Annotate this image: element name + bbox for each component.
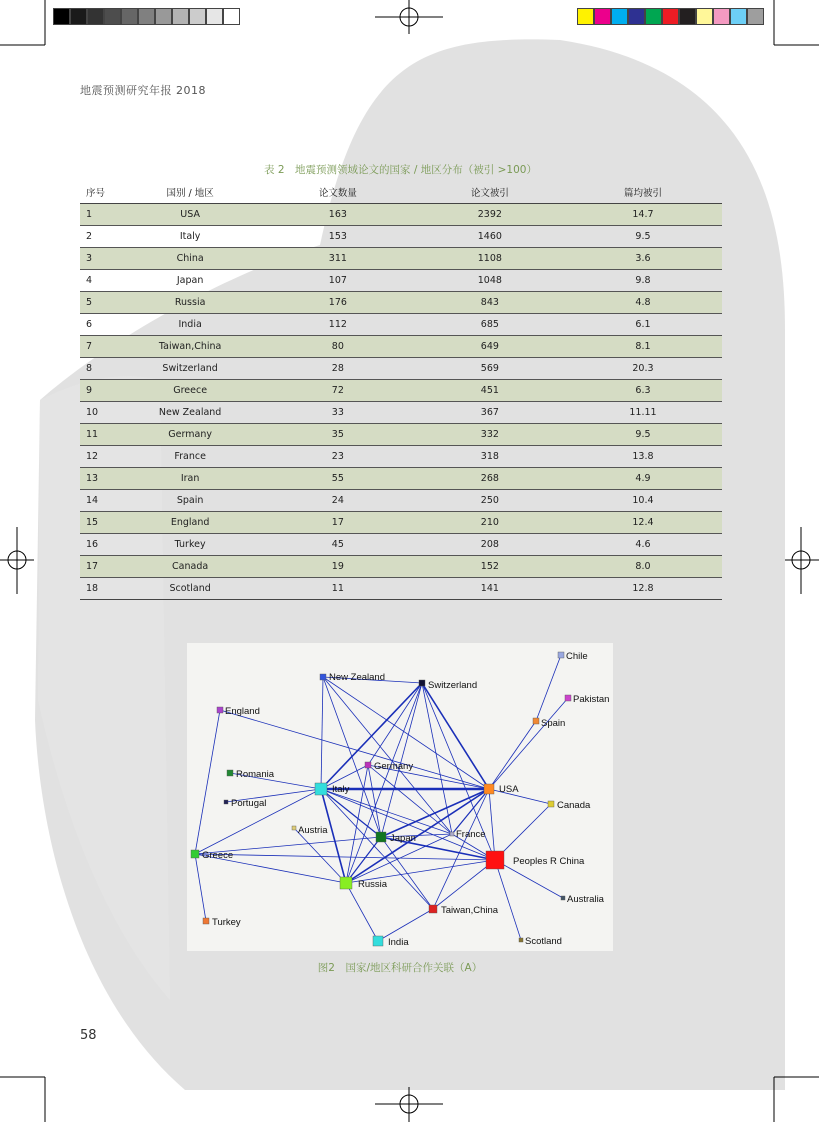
network-edge <box>422 683 489 789</box>
gray-swatch <box>121 8 138 25</box>
cell-average: 9.5 <box>564 424 722 446</box>
cell-papers: 153 <box>260 226 416 248</box>
network-edge <box>321 677 323 789</box>
cell-average: 6.1 <box>564 314 722 336</box>
cell-average: 4.9 <box>564 468 722 490</box>
cell-country: Iran <box>120 468 260 490</box>
cell-papers: 11 <box>260 578 416 600</box>
cell-index: 6 <box>80 314 120 336</box>
gray-swatch <box>87 8 104 25</box>
network-edge <box>346 837 381 883</box>
cell-country: England <box>120 512 260 534</box>
network-node-china <box>486 851 504 869</box>
network-edge <box>433 860 495 909</box>
header-papers: 论文数量 <box>260 180 416 204</box>
page-number: 58 <box>80 1028 97 1043</box>
gray-swatch <box>223 8 240 25</box>
cell-citations: 318 <box>416 446 564 468</box>
cell-average: 8.1 <box>564 336 722 358</box>
cell-citations: 141 <box>416 578 564 600</box>
cell-index: 1 <box>80 204 120 226</box>
table-row <box>80 248 722 270</box>
cell-citations: 685 <box>416 314 564 336</box>
cell-index: 15 <box>80 512 120 534</box>
cell-citations: 843 <box>416 292 564 314</box>
network-edge <box>489 721 536 789</box>
table-row <box>80 556 722 578</box>
color-swatch <box>645 8 662 25</box>
table-row <box>80 204 722 226</box>
table-row <box>80 578 722 600</box>
cell-average: 3.6 <box>564 248 722 270</box>
cell-citations: 1460 <box>416 226 564 248</box>
network-node-australia <box>561 896 565 900</box>
header-country: 国别 / 地区 <box>120 180 260 204</box>
color-swatch <box>611 8 628 25</box>
cell-citations: 332 <box>416 424 564 446</box>
cell-citations: 2392 <box>416 204 564 226</box>
network-node-nz <box>320 674 326 680</box>
cell-country: India <box>120 314 260 336</box>
color-swatch <box>662 8 679 25</box>
cell-index: 7 <box>80 336 120 358</box>
cell-index: 9 <box>80 380 120 402</box>
color-swatch <box>730 8 747 25</box>
cell-average: 12.8 <box>564 578 722 600</box>
network-edge <box>489 698 568 789</box>
network-node-label: Pakistan <box>573 694 610 705</box>
network-node-label: Austria <box>298 825 328 836</box>
cell-index: 16 <box>80 534 120 556</box>
network-node-label: Italy <box>332 784 350 795</box>
table-row <box>80 446 722 468</box>
gray-swatch <box>53 8 70 25</box>
table-row <box>80 314 722 336</box>
cell-index: 13 <box>80 468 120 490</box>
cell-papers: 80 <box>260 336 416 358</box>
gray-swatch <box>172 8 189 25</box>
table-row <box>80 534 722 556</box>
cell-papers: 28 <box>260 358 416 380</box>
network-node-label: Japan <box>390 833 416 844</box>
process-color-bar <box>577 8 764 26</box>
cell-index: 2 <box>80 226 120 248</box>
header-average: 篇均被引 <box>564 180 722 204</box>
cell-country: Canada <box>120 556 260 578</box>
cell-index: 11 <box>80 424 120 446</box>
cell-papers: 24 <box>260 490 416 512</box>
cell-average: 9.5 <box>564 226 722 248</box>
cell-average: 4.8 <box>564 292 722 314</box>
network-node-india <box>373 936 383 946</box>
cell-average: 10.4 <box>564 490 722 512</box>
table-row <box>80 380 722 402</box>
cell-country: Greece <box>120 380 260 402</box>
cell-country: Spain <box>120 490 260 512</box>
collaboration-network-figure <box>187 643 613 951</box>
cell-index: 12 <box>80 446 120 468</box>
cell-citations: 569 <box>416 358 564 380</box>
header-index: 序号 <box>80 180 120 204</box>
color-swatch <box>747 8 764 25</box>
cell-country: Germany <box>120 424 260 446</box>
cell-papers: 17 <box>260 512 416 534</box>
cell-papers: 72 <box>260 380 416 402</box>
network-node-label: Chile <box>566 651 588 662</box>
network-edge <box>195 710 220 854</box>
network-edge <box>381 837 433 909</box>
cell-country: New Zealand <box>120 402 260 424</box>
cell-papers: 23 <box>260 446 416 468</box>
cell-country: Taiwan,China <box>120 336 260 358</box>
table-row <box>80 402 722 424</box>
network-node-label: Taiwan,China <box>441 905 499 916</box>
cell-citations: 649 <box>416 336 564 358</box>
network-node-label: New Zealand <box>329 672 385 683</box>
figure-caption: 图2 国家/地区科研合作关联（A） <box>317 962 483 974</box>
color-swatch <box>679 8 696 25</box>
gray-swatch <box>206 8 223 25</box>
network-node-label: Greece <box>202 850 234 861</box>
network-node-label: Peoples R China <box>513 856 585 867</box>
table-row <box>80 358 722 380</box>
network-node-label: Spain <box>541 718 566 729</box>
table-header-row <box>80 180 722 204</box>
network-node-france <box>450 832 454 836</box>
cell-index: 18 <box>80 578 120 600</box>
cell-country: China <box>120 248 260 270</box>
cell-papers: 35 <box>260 424 416 446</box>
network-node-russia <box>340 877 352 889</box>
network-node-scotland <box>519 938 523 942</box>
network-edge <box>321 789 346 883</box>
gray-swatch <box>70 8 87 25</box>
network-node-switzerland <box>419 680 425 686</box>
network-node-pakistan <box>565 695 571 701</box>
color-swatch <box>628 8 645 25</box>
table-row <box>80 468 722 490</box>
network-node-label: England <box>225 706 260 717</box>
cell-papers: 107 <box>260 270 416 292</box>
gray-color-bar <box>53 8 240 26</box>
network-edge <box>321 789 495 860</box>
table-caption: 表 2 地震预测领域论文的国家 / 地区分布（被引 >100） <box>264 164 537 176</box>
cell-country: Scotland <box>120 578 260 600</box>
network-edge <box>321 789 452 834</box>
cell-index: 3 <box>80 248 120 270</box>
network-node-label: Australia <box>567 894 604 905</box>
table-row <box>80 490 722 512</box>
gray-swatch <box>104 8 121 25</box>
network-edge <box>452 789 489 834</box>
network-edge <box>381 683 422 837</box>
network-graph <box>187 643 613 951</box>
color-swatch <box>577 8 594 25</box>
header-citations: 论文被引 <box>416 180 564 204</box>
cell-index: 14 <box>80 490 120 512</box>
network-edge <box>368 683 422 765</box>
color-swatch <box>713 8 730 25</box>
cell-average: 13.8 <box>564 446 722 468</box>
table-row <box>80 226 722 248</box>
color-swatch <box>696 8 713 25</box>
network-node-label: Canada <box>557 800 591 811</box>
cell-papers: 45 <box>260 534 416 556</box>
cell-average: 9.8 <box>564 270 722 292</box>
table-row <box>80 512 722 534</box>
network-edge <box>321 789 433 909</box>
network-node-england <box>217 707 223 713</box>
network-edge <box>195 854 206 921</box>
network-node-chile <box>558 652 564 658</box>
network-node-germany <box>365 762 371 768</box>
cell-country: Turkey <box>120 534 260 556</box>
cell-citations: 250 <box>416 490 564 512</box>
country-citation-table <box>80 180 722 600</box>
network-node-japan <box>376 832 386 842</box>
network-node-romania <box>227 770 233 776</box>
network-node-italy <box>315 783 327 795</box>
cell-average: 12.4 <box>564 512 722 534</box>
network-node-label: Portugal <box>231 798 267 809</box>
cell-index: 10 <box>80 402 120 424</box>
color-swatch <box>594 8 611 25</box>
cell-average: 4.6 <box>564 534 722 556</box>
cell-citations: 208 <box>416 534 564 556</box>
cell-average: 20.3 <box>564 358 722 380</box>
network-node-label: Scotland <box>525 936 562 947</box>
cell-citations: 367 <box>416 402 564 424</box>
cell-country: Italy <box>120 226 260 248</box>
cell-papers: 163 <box>260 204 416 226</box>
cell-papers: 311 <box>260 248 416 270</box>
cell-country: Japan <box>120 270 260 292</box>
cell-citations: 1048 <box>416 270 564 292</box>
network-node-label: USA <box>499 784 519 795</box>
network-node-label: Romania <box>236 769 275 780</box>
cell-index: 5 <box>80 292 120 314</box>
cell-citations: 268 <box>416 468 564 490</box>
gray-swatch <box>189 8 206 25</box>
network-node-canada <box>548 801 554 807</box>
table-row <box>80 292 722 314</box>
cell-index: 17 <box>80 556 120 578</box>
cell-country: Switzerland <box>120 358 260 380</box>
gray-swatch <box>155 8 172 25</box>
network-node-spain <box>533 718 539 724</box>
network-edge <box>368 765 381 837</box>
network-edge <box>489 789 495 860</box>
network-node-usa <box>484 784 494 794</box>
cell-papers: 55 <box>260 468 416 490</box>
network-edge <box>346 883 378 941</box>
cell-papers: 19 <box>260 556 416 578</box>
cell-index: 4 <box>80 270 120 292</box>
network-node-portugal <box>224 800 228 804</box>
network-node-label: India <box>388 937 409 948</box>
cell-papers: 33 <box>260 402 416 424</box>
network-node-label: Germany <box>374 761 414 772</box>
cell-papers: 176 <box>260 292 416 314</box>
network-node-austria <box>292 826 296 830</box>
cell-average: 6.3 <box>564 380 722 402</box>
table-row <box>80 270 722 292</box>
network-edge <box>536 655 561 721</box>
cell-average: 11.11 <box>564 402 722 424</box>
cell-citations: 210 <box>416 512 564 534</box>
network-node-label: Switzerland <box>428 680 478 691</box>
running-header: 地震预测研究年报 2018 <box>80 84 206 97</box>
cell-citations: 152 <box>416 556 564 578</box>
table-row <box>80 424 722 446</box>
network-node-label: Turkey <box>212 917 241 928</box>
cell-country: Russia <box>120 292 260 314</box>
network-edge <box>195 854 495 860</box>
cell-country: USA <box>120 204 260 226</box>
cell-citations: 451 <box>416 380 564 402</box>
cell-citations: 1108 <box>416 248 564 270</box>
network-node-label: France <box>456 829 486 840</box>
network-node-greece <box>191 850 199 858</box>
cell-papers: 112 <box>260 314 416 336</box>
cell-average: 8.0 <box>564 556 722 578</box>
cell-average: 14.7 <box>564 204 722 226</box>
table-row <box>80 336 722 358</box>
cell-index: 8 <box>80 358 120 380</box>
cell-country: France <box>120 446 260 468</box>
network-node-taiwan <box>429 905 437 913</box>
network-node-label: Russia <box>358 879 388 890</box>
network-node-turkey <box>203 918 209 924</box>
gray-swatch <box>138 8 155 25</box>
